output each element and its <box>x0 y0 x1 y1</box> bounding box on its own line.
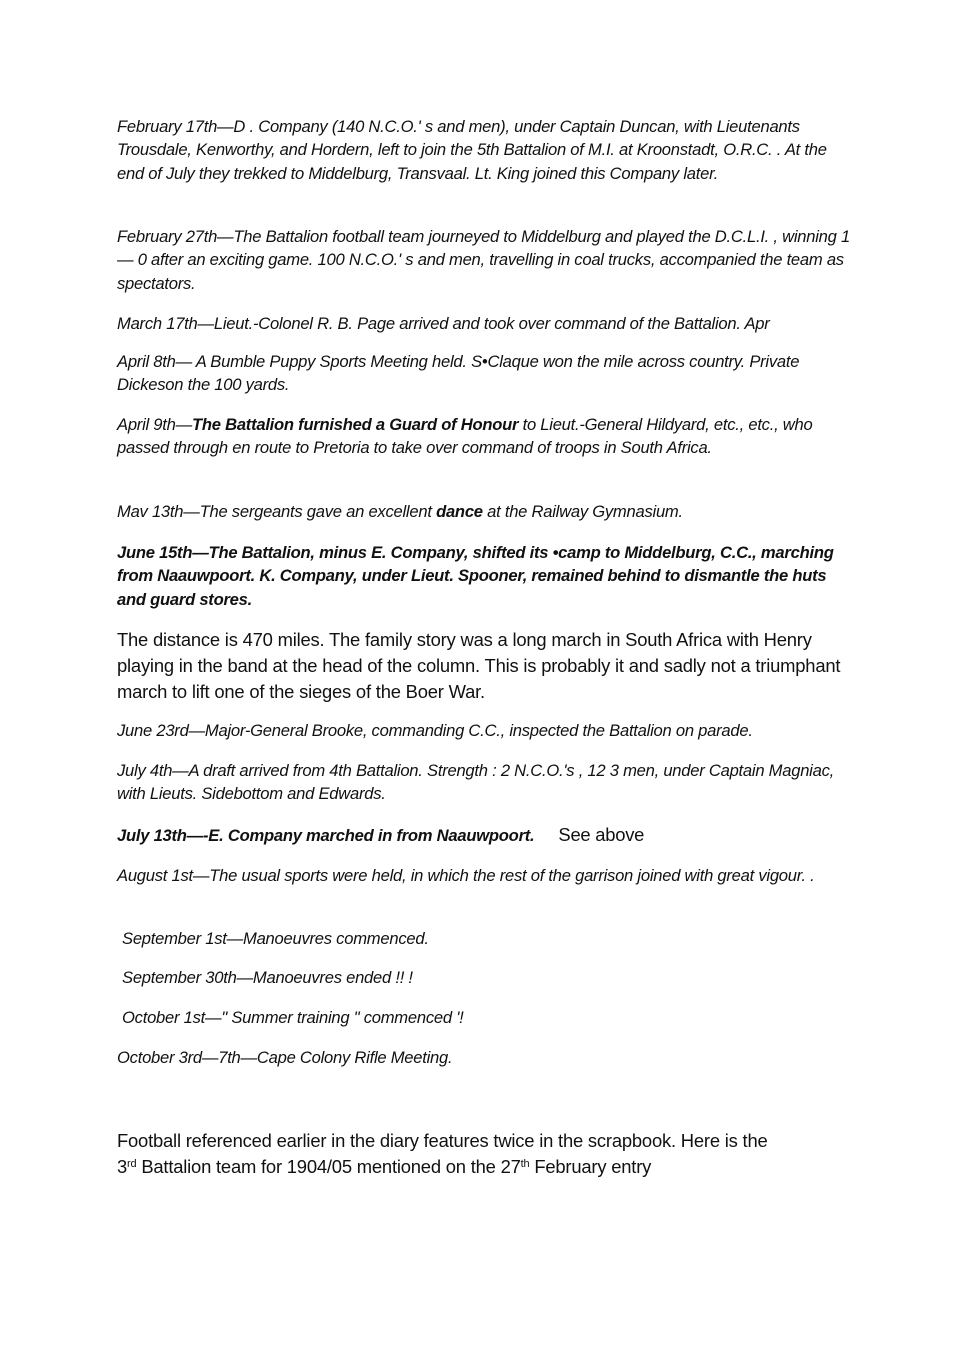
entry-may-13-bold: dance <box>436 502 483 521</box>
entry-sep-1: September 1st—Manoeuvres commenced. <box>122 929 429 948</box>
entry-oct-3: October 3rd—7th—Cape Colony Rifle Meeting. <box>117 1048 453 1067</box>
entry-apr-9-date: April 9th— <box>117 415 192 434</box>
closing-num: 3 <box>117 1156 128 1177</box>
entry-jul-4: July 4th—A draft arrived from 4th Battalion. Strength : 2 N.C.O.'s , 12 3 men, under Captain Magniac, with Lieuts. Sidebottom and Edwards. <box>117 761 835 804</box>
closing-end: February entry <box>529 1156 652 1177</box>
entry-feb-17: February 17th—D . Company (140 N.C.O.' s and men), under Captain Duncan, with Lieutenants Trousdale, Kenworthy, and Hordern, left to join the 5th Battalion of M.I. at Kroonstadt, O.R.C. . At the end of July they trekked to Middelburg, Transvaal. Lt. King joined this Company later. <box>117 117 827 183</box>
entry-sep-30: September 30th—Manoeuvres ended !! ! <box>122 968 413 987</box>
entry-may-13-start: Mav 13th—The sergeants gave an excellent <box>117 502 437 521</box>
entry-may-13-rest: at the Railway Gymnasium. <box>482 502 683 521</box>
commentary-march: The distance is 470 miles. The family story was a long march in South Africa with Henry playing in the band at the head of the column. This is probably it and sadly not a triumphant march to lift one of the sieges of the Boer War. <box>117 629 841 702</box>
entry-feb-27: February 27th—The Battalion football team journeyed to Middelburg and played the D.C.L.I. , winning 1— 0 after an exciting game. 100 N.C.O.' s and men, travelling in coal trucks, accompanied the team as spectators. <box>117 227 850 293</box>
closing-line-1: Football referenced earlier in the diary features twice in the scrapbook. Here is the <box>117 1130 768 1151</box>
entry-mar-17: March 17th—Lieut.-Colonel R. B. Page arrived and took over command of the Battalion. Apr <box>117 314 770 333</box>
closing-paragraph <box>117 1128 857 1180</box>
closing-sup-rd: rd <box>127 1158 137 1170</box>
entry-apr-9-rest: to Lieut.-General Hildyard, etc., etc., who passed through en route to Pretoria to take over command of troops in South Africa. <box>117 415 813 458</box>
entry-may-13 <box>117 500 857 523</box>
entry-jun-23: June 23rd—Major-General Brooke, commanding C.C., inspected the Battalion on parade. <box>117 721 753 740</box>
entry-apr-9 <box>117 413 857 460</box>
entry-jun-15: June 15th—The Battalion, minus E. Company, shifted its •camp to Middelburg, C.C., marching from Naauwpoort. K. Company, under Lieut. Spooner, remained behind to dismantle the huts and guard stores. <box>117 543 834 609</box>
entry-jul-13 <box>117 823 857 847</box>
entry-jul-13-note: See above <box>558 824 645 845</box>
closing-mid: Battalion team for 1904/05 mentioned on the 27 <box>136 1156 521 1177</box>
entry-apr-9-bold: The Battalion furnished a Guard of Honour <box>191 415 519 434</box>
entry-aug-1: August 1st—The usual sports were held, in which the rest of the garrison joined with great vigour. . <box>117 866 815 885</box>
entry-apr-8: April 8th— A Bumble Puppy Sports Meeting held. S•Claque won the mile across country. Private Dickeson the 100 yards. <box>117 352 800 395</box>
entry-jul-13-bold: July 13th—-E. Company marched in from Naauwpoort. <box>117 826 535 845</box>
closing-sup-th: th <box>520 1158 530 1170</box>
entry-oct-1: October 1st—" Summer training " commenced '! <box>122 1008 464 1027</box>
